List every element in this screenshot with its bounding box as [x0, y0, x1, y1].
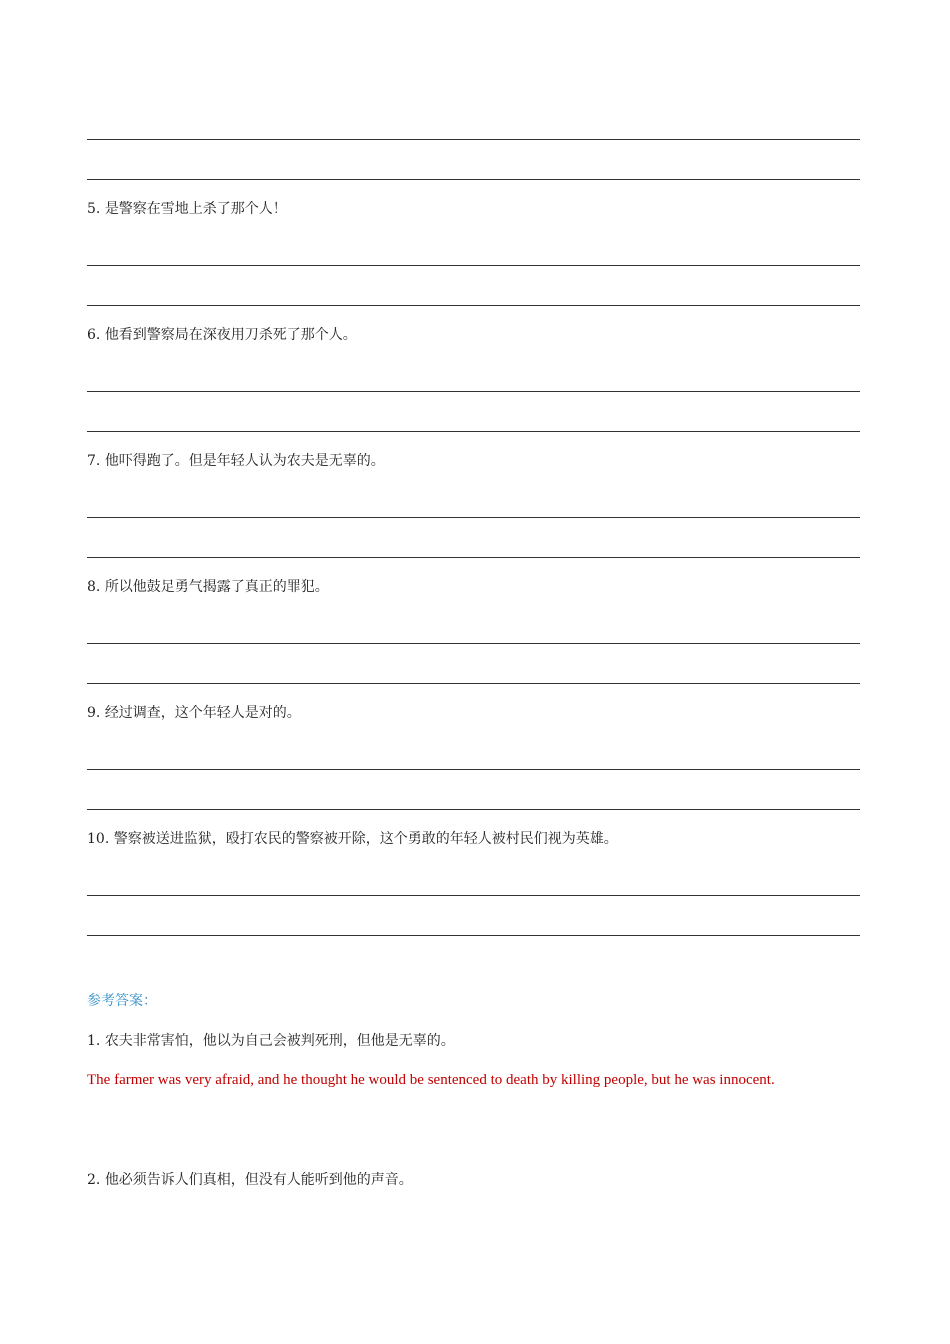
answers-heading: 参考答案： [87, 993, 157, 1009]
answer-line[interactable] [87, 769, 860, 770]
answer-line[interactable] [87, 139, 860, 140]
answer-line[interactable] [87, 517, 860, 518]
question-10 [87, 830, 618, 848]
question-number: 7. [87, 453, 101, 469]
answer-text: 农夫非常害怕，他以为自己会被判死刑，但他是无辜的。 [104, 1033, 455, 1049]
question-text: 警察被送进监狱，殴打农民的警察被开除，这个勇敢的年轻人被村民们视为英雄。 [113, 831, 618, 847]
question-text: 经过调查，这个年轻人是对的。 [104, 705, 301, 721]
answer-text: 他必须告诉人们真相，但没有人能听到他的声音。 [104, 1172, 413, 1188]
question-5 [87, 200, 287, 218]
answer-line[interactable] [87, 809, 860, 810]
answer-line[interactable] [87, 557, 860, 558]
question-text: 所以他鼓足勇气揭露了真正的罪犯。 [104, 579, 329, 595]
question-9 [87, 704, 301, 722]
answer-1 [87, 1032, 455, 1050]
answer-line[interactable] [87, 305, 860, 306]
question-text: 他吓得跑了。但是年轻人认为农夫是无辜的。 [104, 453, 385, 469]
question-number: 9. [87, 705, 101, 721]
question-6 [87, 326, 357, 344]
question-number: 8. [87, 579, 101, 595]
question-number: 5. [87, 201, 101, 217]
answer-line[interactable] [87, 683, 860, 684]
answer-2 [87, 1171, 413, 1189]
answer-line[interactable] [87, 895, 860, 896]
answer-line[interactable] [87, 431, 860, 432]
answer-1-translation: The farmer was very afraid, and he thought he would be sentenced to death by killing people, but he was innocent. [87, 1072, 775, 1088]
answer-line[interactable] [87, 643, 860, 644]
question-text: 是警察在雪地上杀了那个人！ [104, 201, 287, 217]
question-text: 他看到警察局在深夜用刀杀死了那个人。 [104, 327, 357, 343]
answer-number: 1. [87, 1033, 101, 1049]
answer-number: 2. [87, 1172, 101, 1188]
question-number: 6. [87, 327, 101, 343]
answer-line[interactable] [87, 265, 860, 266]
question-number: 10. [87, 831, 110, 847]
answer-line[interactable] [87, 179, 860, 180]
answer-line[interactable] [87, 391, 860, 392]
question-7 [87, 452, 385, 470]
question-8 [87, 578, 329, 596]
answer-line[interactable] [87, 935, 860, 936]
